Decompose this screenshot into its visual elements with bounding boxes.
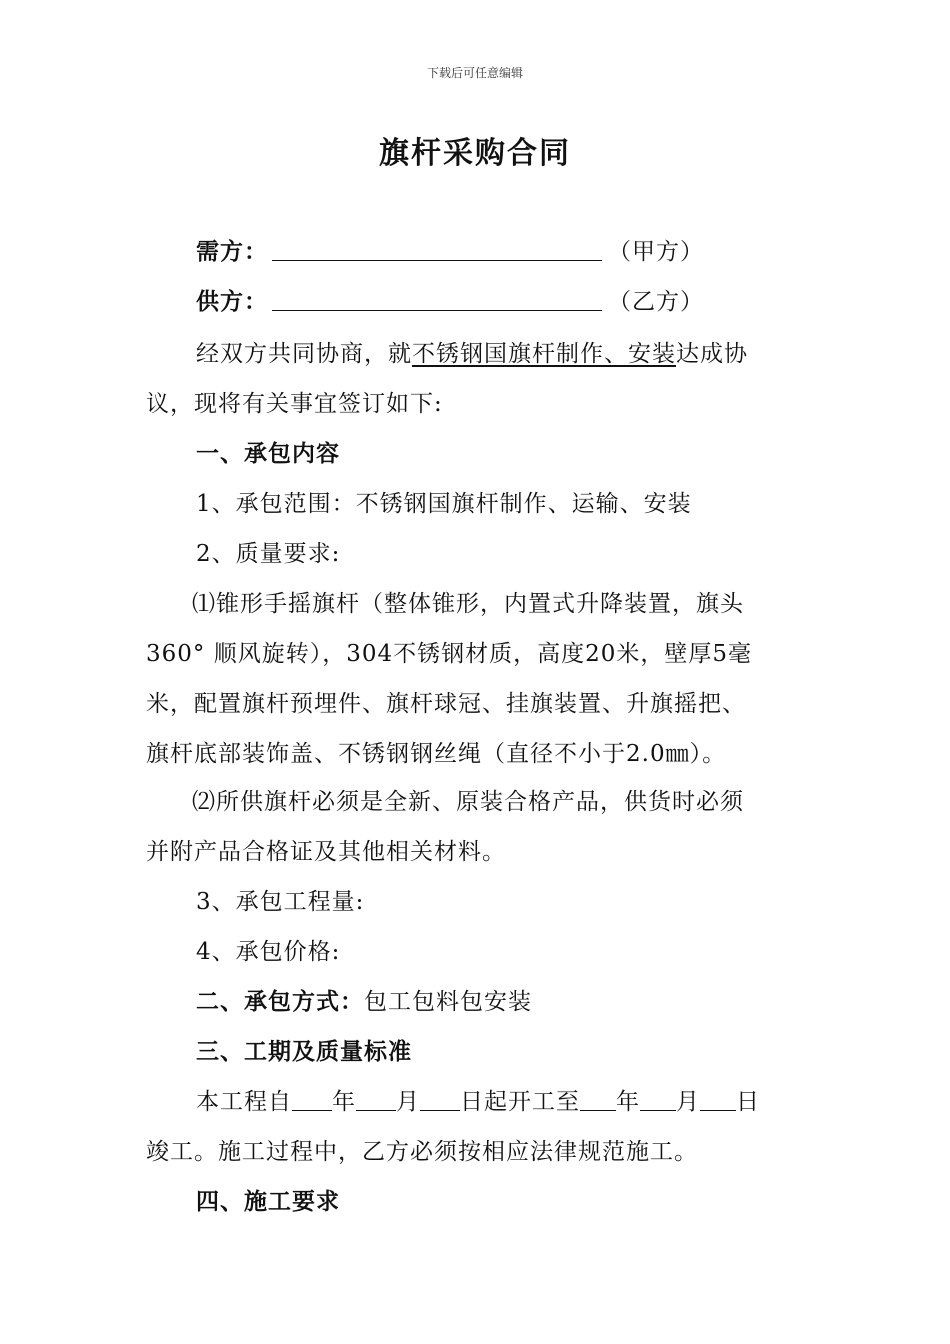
- contract-scope: 1、承包范围：不锈钢国旗杆制作、运输、安装: [196, 491, 692, 517]
- year-text-1: 年: [332, 1089, 356, 1115]
- intro-line-2: 议，现将有关事宜签订如下:: [146, 391, 443, 417]
- buyer-suffix: （甲方）: [608, 239, 704, 265]
- month-text-2: 月: [676, 1089, 700, 1115]
- requirement-1-line-3: 米，配置旗杆预埋件、旗杆球冠、挂旗装置、升旗摇把、: [146, 691, 746, 717]
- header-note: 下载后可任意编辑: [426, 66, 523, 80]
- requirement-1-line-2: 360° 顺风旋转），304不锈钢材质，高度20米，壁厚5毫: [146, 641, 753, 667]
- period-line-2: 竣工。施工过程中，乙方必须按相应法律规范施工。: [146, 1139, 698, 1165]
- requirement-2-line-2: 并附产品合格证及其他相关材料。: [146, 839, 506, 865]
- start-month-blank[interactable]: [356, 1088, 396, 1111]
- period-from-text: 本工程自: [196, 1089, 292, 1115]
- supplier-line: [196, 283, 704, 316]
- section-4-heading: 四、施工要求: [196, 1188, 340, 1215]
- requirement-1-line-4: 旗杆底部装饰盖、不锈钢钢丝绳（直径不小于2.0㎜）。: [146, 741, 727, 767]
- end-day-blank[interactable]: [700, 1088, 736, 1111]
- work-quantity-label: 3、承包工程量:: [196, 889, 365, 915]
- buyer-blank[interactable]: [272, 240, 602, 261]
- start-day-blank[interactable]: [420, 1088, 460, 1111]
- requirement-2-line-1: ⑵所供旗杆必须是全新、原装合格产品，供货时必须: [192, 789, 744, 815]
- section-2-line: [196, 983, 532, 1016]
- section-2-text: 包工包料包安装: [364, 989, 532, 1015]
- supplier-label: 供方：: [196, 288, 268, 315]
- supplier-suffix: （乙方）: [608, 289, 704, 315]
- buyer-line: [196, 233, 704, 266]
- contract-price-label: 4、承包价格:: [196, 939, 341, 965]
- quality-requirements-label: 2、质量要求:: [196, 541, 341, 567]
- intro-underlined: 不锈钢国旗杆制作、安装: [412, 341, 676, 367]
- buyer-label: 需方：: [196, 238, 268, 265]
- period-to-text: 日起开工至: [460, 1089, 580, 1115]
- section-1-heading: 一、承包内容: [196, 440, 340, 467]
- supplier-blank[interactable]: [272, 290, 602, 311]
- start-year-blank[interactable]: [292, 1088, 332, 1111]
- requirement-1-line-1: ⑴锥形手摇旗杆（整体锥形，内置式升降装置，旗头: [192, 591, 744, 617]
- period-line: [196, 1083, 760, 1116]
- intro-line-1: [196, 335, 748, 368]
- year-text-2: 年: [616, 1089, 640, 1115]
- end-month-blank[interactable]: [640, 1088, 676, 1111]
- month-text-1: 月: [396, 1089, 420, 1115]
- end-year-blank[interactable]: [580, 1088, 616, 1111]
- intro-after: 达成协: [676, 341, 748, 367]
- intro-before: 经双方共同协商，就: [196, 341, 412, 367]
- document-title: 旗杆采购合同: [379, 136, 571, 171]
- section-3-heading: 三、工期及质量标准: [196, 1038, 412, 1065]
- section-2-heading: 二、承包方式：: [196, 988, 364, 1015]
- day-text-2: 日: [736, 1089, 760, 1115]
